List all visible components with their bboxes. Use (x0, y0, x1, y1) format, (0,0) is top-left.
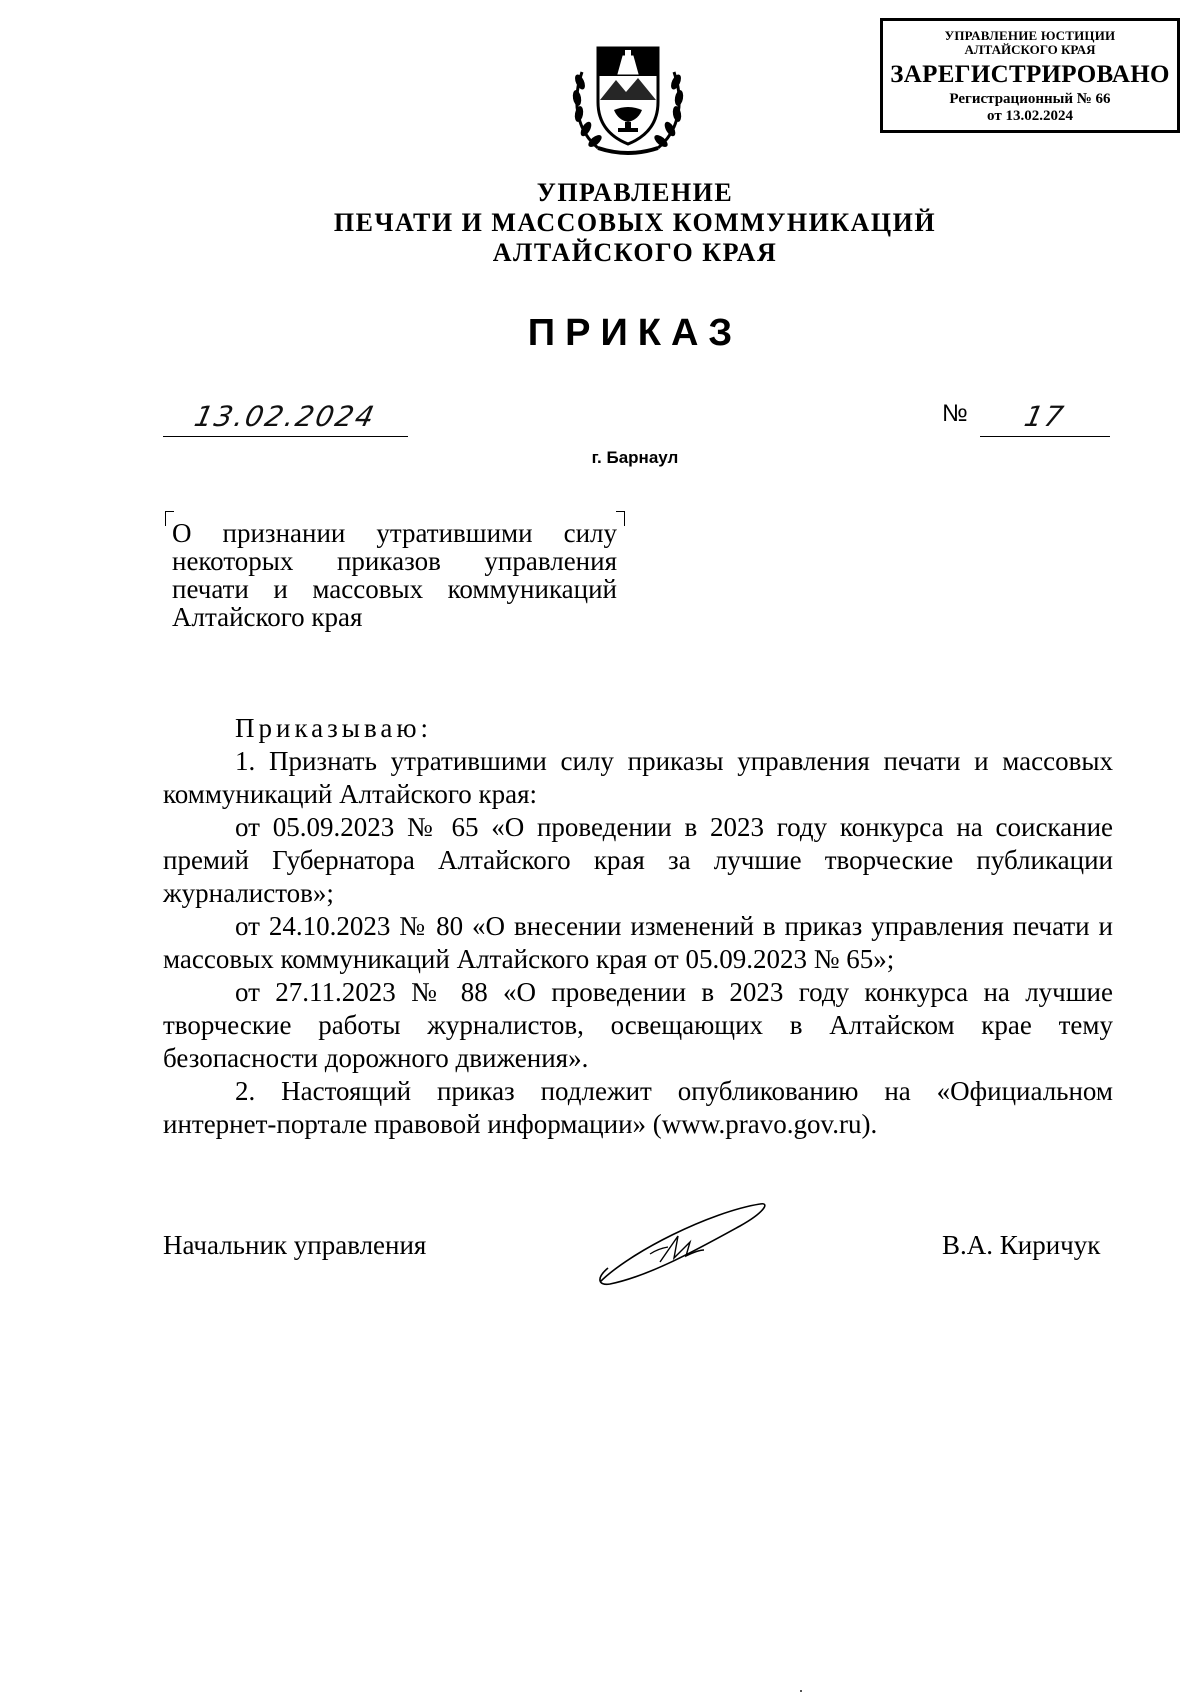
order-paragraph-1: 1. Признать утратившими силу приказы управления печати и массовых коммуникаций Алтайского края: (163, 746, 1113, 809)
registration-stamp (880, 18, 1180, 133)
date-field (163, 400, 408, 437)
stamp-authority-line1: УПРАВЛЕНИЕ ЮСТИЦИИ (944, 28, 1116, 43)
subject-bracket-right (616, 511, 625, 526)
signatory-title: Начальник управления (163, 1230, 427, 1260)
subject-line-2: некоторых приказов управления (172, 546, 617, 576)
stamp-reg-date: от 13.02.2024 (987, 108, 1073, 124)
subject-line-3: печати и массовых коммуникаций (172, 574, 617, 604)
number-field (980, 400, 1110, 437)
org-line-1: УПРАВЛЕНИЕ (536, 178, 734, 207)
org-line-3: АЛТАЙСКОГО КРАЯ (492, 238, 778, 267)
organization-header (150, 178, 1120, 268)
subject-block (172, 519, 617, 631)
coat-of-arms-icon (568, 30, 688, 160)
order-paragraph-3: от 24.10.2023 № 80 «О внесении изменений в приказ управления печати и массовых коммуникаций Алтайского края от 05.09.2023 № 65»; (163, 911, 1113, 974)
order-paragraph-2: от 05.09.2023 № 65 «О проведении в 2023 году конкурса на соискание премий Губернатора Алтайского края за лучшие творческие публикации журналистов»; (163, 812, 1113, 908)
number-label: № (942, 400, 968, 427)
scan-dot (800, 1690, 802, 1692)
subject-line-1: О признании утратившими силу (172, 518, 617, 548)
handwritten-date: 13.02.2024 (191, 400, 380, 433)
document-type-title: ПРИКАЗ (527, 312, 743, 354)
subject-line-4: Алтайского края (172, 602, 363, 632)
org-line-2: ПЕЧАТИ И МАССОВЫХ КОММУНИКАЦИЙ (333, 208, 937, 237)
signatory-name: В.А. Киричук (942, 1230, 1101, 1260)
stamp-authority-line2: АЛТАЙСКОГО КРАЯ (964, 42, 1096, 57)
city-label: г. Барнаул (591, 448, 679, 467)
order-paragraph-4: от 27.11.2023 № 88 «О проведении в 2023 году конкурса на лучшие творческие работы журналистов, освещающих в Алтайском крае тему безопасности дорожного движения». (163, 977, 1113, 1073)
order-word: Приказываю: (235, 713, 432, 743)
stamp-status: ЗАРЕГИСТРИРОВАНО (890, 61, 1170, 88)
handwritten-number: 17 (1021, 400, 1069, 433)
order-body (163, 712, 1113, 1141)
stamp-reg-number: Регистрационный № 66 (949, 91, 1111, 107)
handwritten-signature-icon (590, 1192, 770, 1292)
order-paragraph-5: 2. Настоящий приказ подлежит опубликованию на «Официальном интернет-портале правовой информации» (www.pravo.gov.ru). (163, 1076, 1113, 1139)
